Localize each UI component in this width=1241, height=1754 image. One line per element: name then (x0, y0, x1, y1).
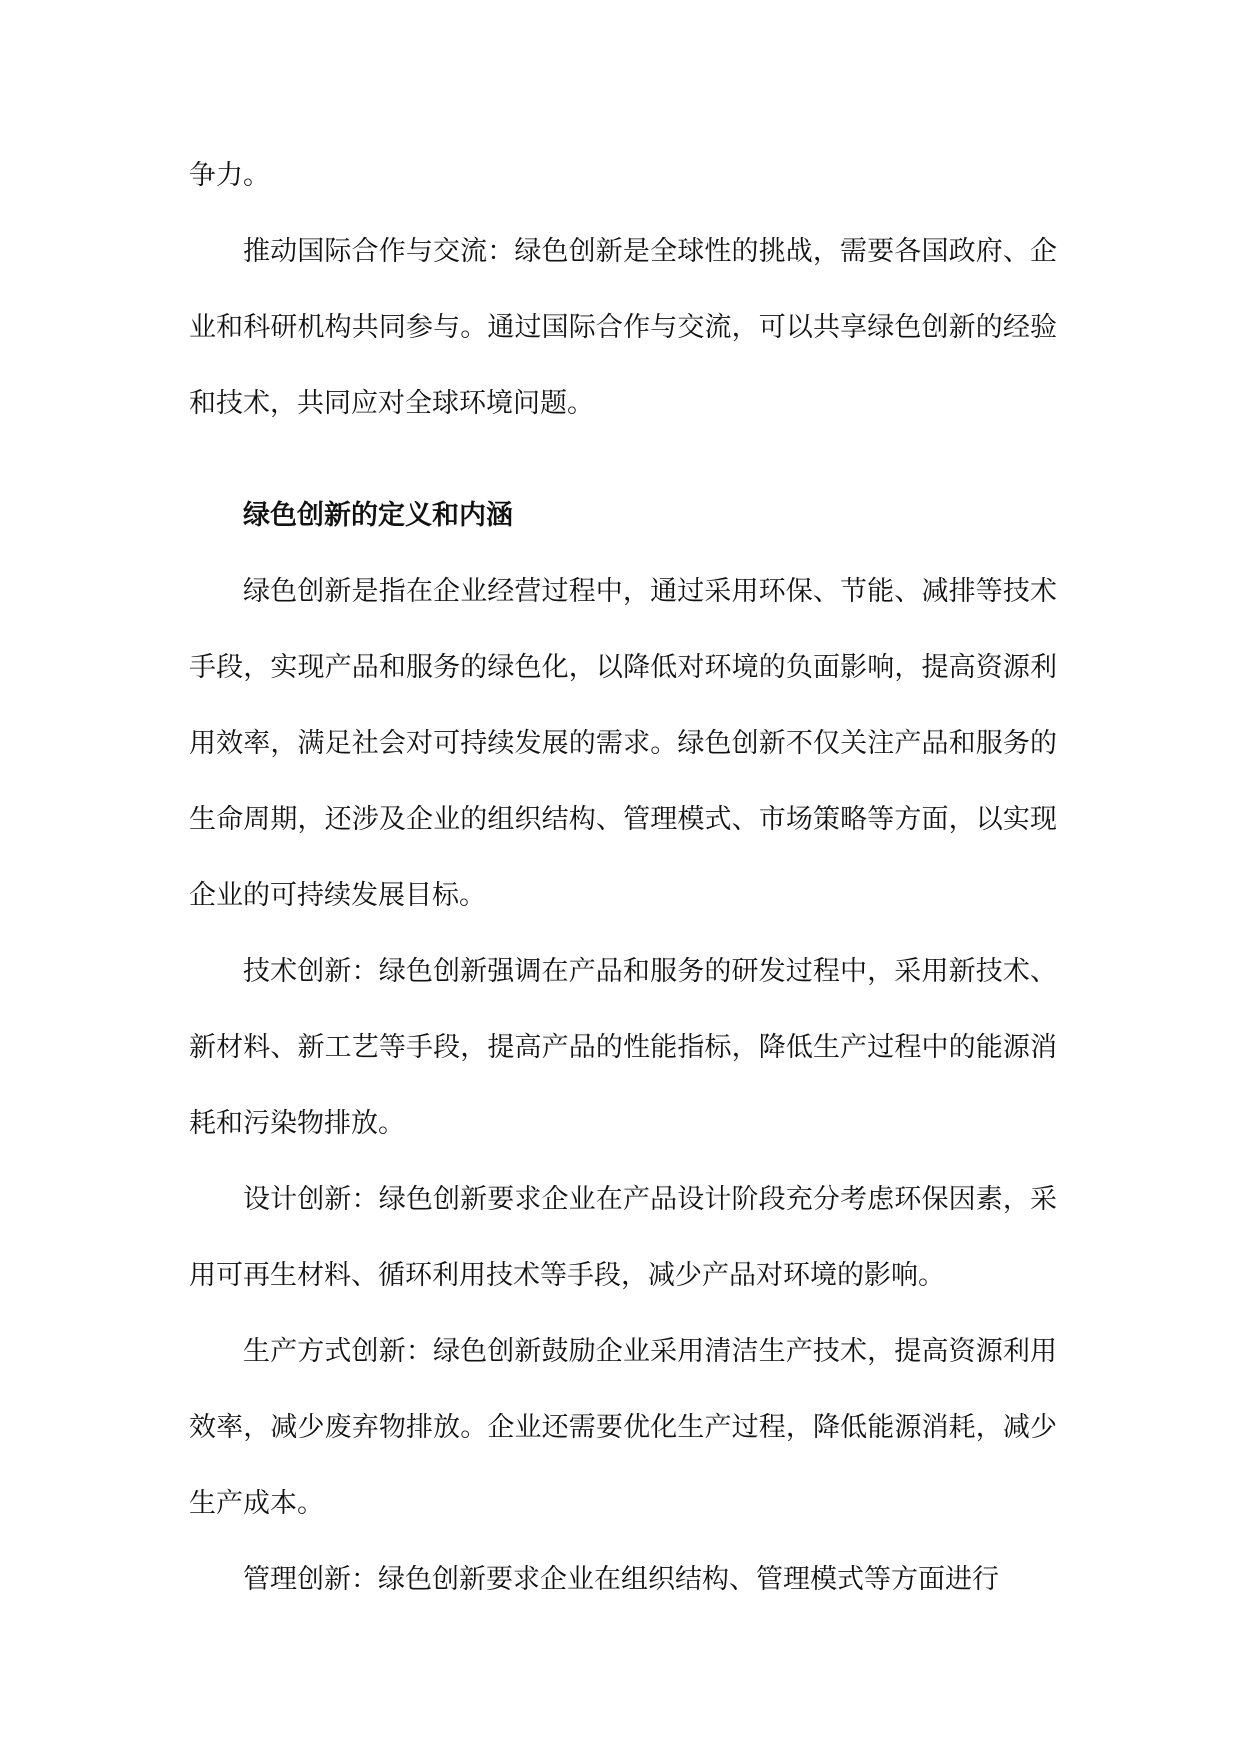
section-spacer (189, 442, 1057, 478)
paragraph-technology-innovation: 技术创新：绿色创新强调在产品和服务的研发过程中，采用新技术、新材料、新工艺等手段，提高产品的性能指标，降低生产过程中的能源消耗和污染物排放。 (189, 956, 1057, 1139)
section-heading: 绿色创新的定义和内涵 (243, 500, 513, 531)
document-body (189, 138, 1057, 1618)
paragraph-definition: 绿色创新是指在企业经营过程中，通过采用环保、节能、减排等技术手段，实现产品和服务的绿色化，以降低对环境的负面影响，提高资源利用效率，满足社会对可持续发展的需求。绿色创新不仅关注产品和服务的生命周期，还涉及企业的组织结构、管理模式、市场策略等方面，以实现企业的可持续发展目标。 (189, 576, 1057, 911)
paragraph-management-innovation: 管理创新：绿色创新要求企业在组织结构、管理模式等方面进行 (243, 1564, 999, 1595)
paragraph-design-innovation: 设计创新：绿色创新要求企业在产品设计阶段充分考虑环保因素，采用可再生材料、循环利用技术等手段，减少产品对环境的影响。 (189, 1184, 1057, 1291)
paragraph-production-innovation: 生产方式创新：绿色创新鼓励企业采用清洁生产技术，提高资源利用效率，减少废弃物排放。企业还需要优化生产过程，降低能源消耗，减少生产成本。 (189, 1336, 1057, 1519)
paragraph-international-cooperation: 推动国际合作与交流：绿色创新是全球性的挑战，需要各国政府、企业和科研机构共同参与。通过国际合作与交流，可以共享绿色创新的经验和技术，共同应对全球环境问题。 (189, 236, 1057, 419)
paragraph-continuation: 争力。 (189, 160, 270, 191)
